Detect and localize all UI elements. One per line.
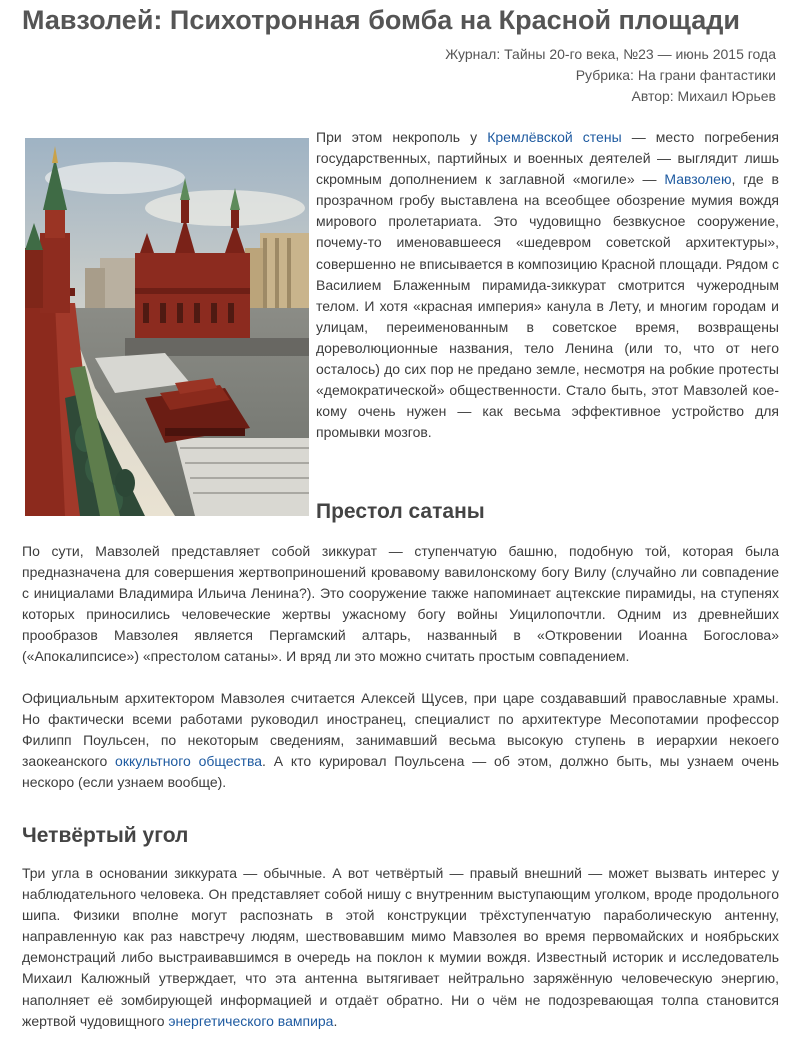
paragraph-ziggurat: По сути, Мавзолей представляет собой зиккурат — ступенчатую башню, подобную той, которая была предназначена для совершения жертвоприношений кровавому вавилонскому богу Вилу (случайно ли совпадение с инициалами Владимира Ильича Ленина?). Это сооружение также напоминает ацтекские пирамиды, на ступенях которых приносились человеческие жертвы ужасному богу войны Уицилопочтли. Одним из древнейших прообразов Мавзолея является Пергамский алтарь, названный в «Откровении Иоанна Богослова» («Апокалипсисе») «престолом сатаны». И вряд ли это можно считать простым совпадением.	[22, 543, 779, 665]
text: . А кто курировал Поульсена — об этом, должно быть, мы узнаем очень нескоро (если узнаем вообще).	[22, 753, 780, 791]
link-occult-society[interactable]: оккультного общества	[115, 753, 263, 770]
article-meta	[445, 44, 776, 107]
red-square-mausoleum-photo	[25, 138, 309, 516]
section-title-throne: Престол сатаны	[316, 500, 485, 523]
meta-rubric: Рубрика: На грани фантастики	[575, 67, 776, 83]
text: При этом некрополь у	[316, 129, 488, 145]
link-kremlin-wall[interactable]: Кремлёвской стены	[487, 129, 622, 145]
text: , где в прозрачном гробу выставлена на всеобщее обозрение мумия вождя мирового пролетариата. Это чудовищно безвкусное сооружение, почему-то именовавшееся «шедевром советской архитектуры», совершенно не вписывается в композицию Красной площади. Рядом с Василием Блаженным пирамида-зиккурат смотрится чужеродным телом. И хотя «красная империя» канула в Лету, и многим городам и улицам, переименованным в советское время, возвращены дореволюционные названия, тело Ленина (или то, что от него осталось) до сих пор не предано земле, несмотря на робкие протесты «демократической» общественности. Стало быть, этот Мавзолей кое-кому очень нужен — как весьма эффективное устройство для промывки мозгов.	[316, 171, 779, 441]
text: — место погребения государственных, партийных и военных деятелей — выглядит лишь скромным дополнением к заглавной «могиле» —	[316, 129, 780, 188]
section-title-fourth-corner: Четвёртый угол	[22, 824, 189, 847]
paragraph-architect	[22, 688, 779, 793]
text: Официальным архитектором Мавзолея считается Алексей Щусев, при царе создававший православные храмы. Но фактически всеми работами руководил иностранец, специалист по архитектуре Месопотамии профессор Филипп Поульсен, по некоторым сведениям, занимавший весьма высокую ступень в иерархии некоего заокеанского	[22, 690, 779, 770]
link-energy-vampire[interactable]: энергетического вампира	[168, 1012, 334, 1029]
text: .	[333, 1012, 338, 1029]
paragraph-intro	[316, 127, 779, 443]
text: Три угла в основании зиккурата — обычные. А вот четвёртый — правый внешний — может вызвать интерес у наблюдательного человека. Он представляет собой нишу с внутренним выступающим уголком, вроде продольного шипа. Физики вполне могут распознать в этой конструкции трёхступенчатую параболическую антенну, направленную как раз навстречу людям, шествовавшим мимо Мавзолея во время первомайских и ноябрьских демонстраций либо выстраивавшимся в очередь на поклон к мумии вождя. Известный историк и исследователь Михаил Калюжный утверждает, что эта антенна вытягивает нейтрально заряжённую человеческую энергию, наполняет её зомбирующей информацией и отдаёт обратно. Ни о чём не подозревающая толпа становится жертвой чудовищного	[22, 865, 779, 1029]
link-mausoleum[interactable]: Мавзолею	[664, 171, 732, 188]
meta-journal: Журнал: Тайны 20-го века, №23 — июнь 2015 года	[445, 46, 776, 62]
article-title: Мавзолей: Психотронная бомба на Красной площади	[22, 5, 741, 35]
meta-author: Автор: Михаил Юрьев	[631, 88, 776, 104]
paragraph-fourth-corner	[22, 863, 779, 1032]
